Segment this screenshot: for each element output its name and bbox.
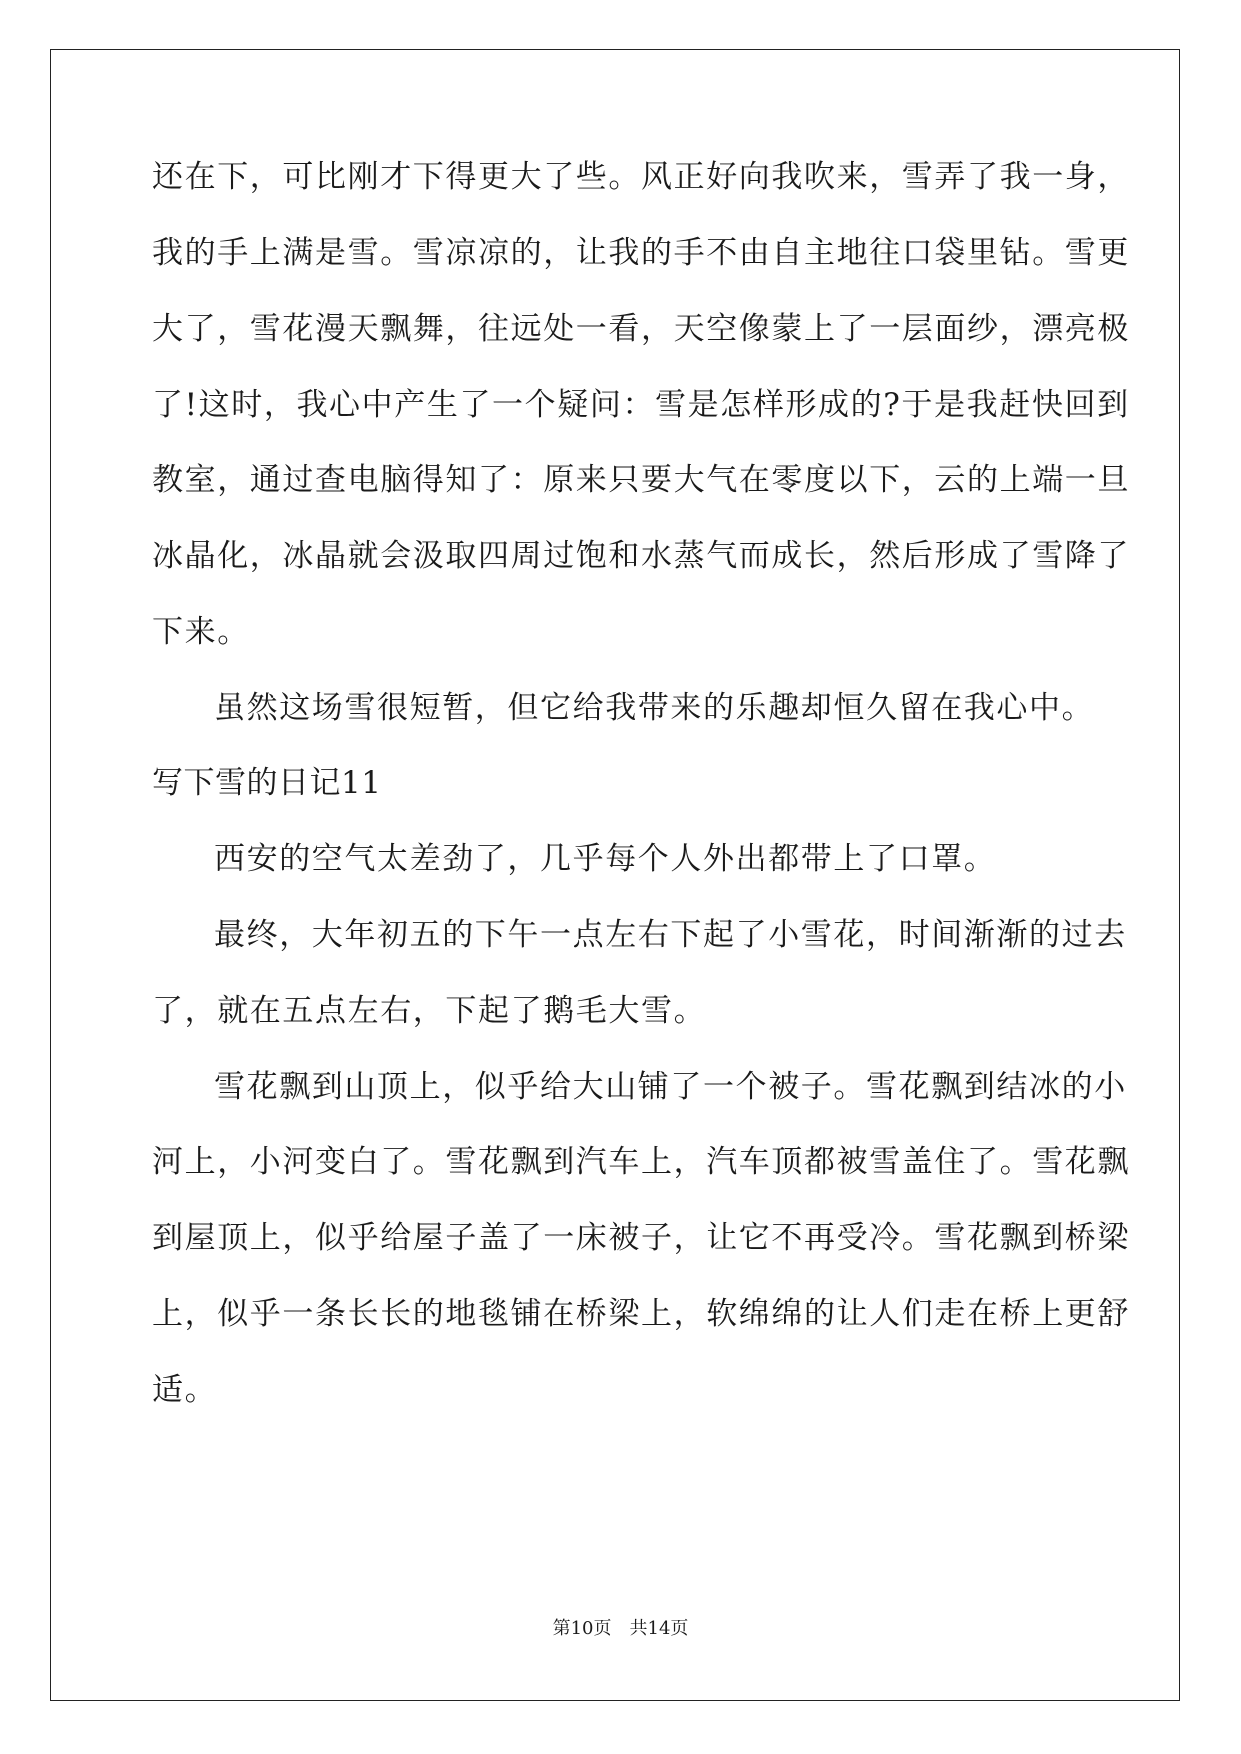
paragraph-line: 大了，雪花漫天飘舞，往远处一看，天空像蒙上了一层面纱，漂亮极 — [152, 311, 1130, 347]
page-footer — [0, 1617, 1241, 1641]
paragraph: 虽然这场雪很短暂，但它给我带来的乐趣却恒久留在我心中。 — [214, 690, 1095, 726]
current-page-number: 第10页 — [552, 1618, 612, 1639]
paragraph-line: 教室，通过查电脑得知了：原来只要大气在零度以下，云的上端一旦 — [152, 462, 1130, 498]
paragraph-line: 还在下，可比刚才下得更大了些。风正好向我吹来，雪弄了我一身， — [152, 159, 1130, 195]
paragraph-line: 下来。 — [152, 614, 250, 650]
paragraph-line: 了!这时，我心中产生了一个疑问：雪是怎样形成的?于是我赶快回到 — [152, 387, 1130, 423]
paragraph-line: 雪花飘到山顶上，似乎给大山铺了一个被子。雪花飘到结冰的小 — [214, 1069, 1127, 1105]
section-heading: 写下雪的日记11 — [152, 765, 382, 801]
paragraph-line: 河上，小河变白了。雪花飘到汽车上，汽车顶都被雪盖住了。雪花飘 — [152, 1144, 1130, 1180]
paragraph-line: 最终，大年初五的下午一点左右下起了小雪花，时间渐渐的过去 — [214, 917, 1127, 953]
paragraph: 西安的空气太差劲了，几乎每个人外出都带上了口罩。 — [214, 841, 997, 877]
paragraph-line: 我的手上满是雪。雪凉凉的，让我的手不由自主地往口袋里钻。雪更 — [152, 235, 1130, 271]
paragraph-line: 适。 — [152, 1372, 218, 1408]
paragraph-line: 到屋顶上，似乎给屋子盖了一床被子，让它不再受冷。雪花飘到桥梁 — [152, 1220, 1130, 1256]
paragraph-line: 了，就在五点左右，下起了鹅毛大雪。 — [152, 993, 707, 1029]
total-page-count: 共14页 — [629, 1618, 689, 1639]
paragraph-line: 冰晶化，冰晶就会汲取四周过饱和水蒸气而成长，然后形成了雪降了 — [152, 538, 1130, 574]
paragraph-line: 上，似乎一条长长的地毯铺在桥梁上，软绵绵的让人们走在桥上更舒 — [152, 1296, 1130, 1332]
